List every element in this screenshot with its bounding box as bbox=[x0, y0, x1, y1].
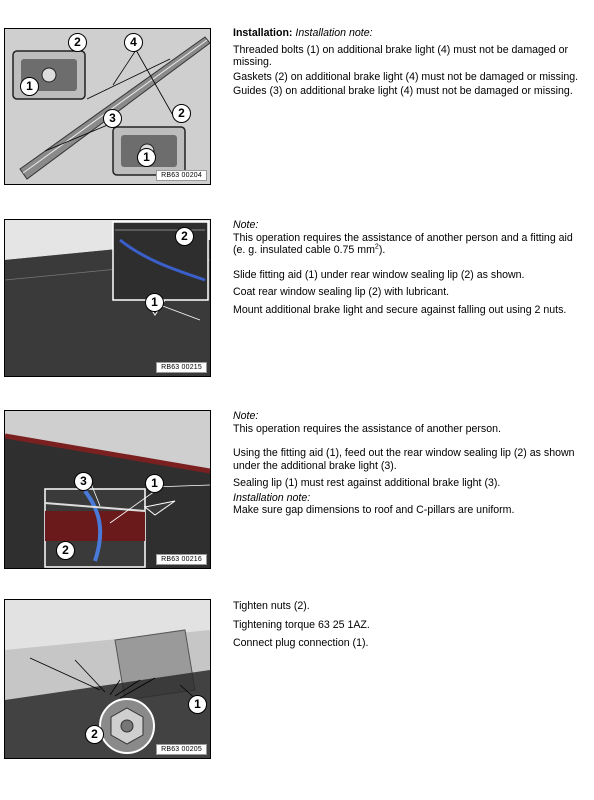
step-line: Tighten nuts (2). bbox=[233, 600, 310, 612]
callout-1: 1 bbox=[145, 474, 164, 493]
figure-code: RB63 00216 bbox=[156, 554, 207, 565]
instruction-text bbox=[233, 600, 585, 654]
heading-bold: Installation: bbox=[233, 27, 293, 39]
step-line: Using the fitting aid (1), feed out the rear window sealing lip (2) as shown under the additional brake light (3). bbox=[233, 447, 575, 472]
callout-3: 3 bbox=[74, 472, 93, 491]
figure-rear-window bbox=[4, 219, 211, 377]
step-line: Tightening torque 63 25 1AZ. bbox=[233, 618, 370, 631]
callout-2: 2 bbox=[85, 725, 104, 744]
callout-3: 3 bbox=[103, 109, 122, 128]
step-line: Coat rear window sealing lip (2) with lubricant. bbox=[233, 286, 450, 298]
installation-note-text: Make sure gap dimensions to roof and C-pillars are uniform. bbox=[233, 504, 515, 516]
callout-2: 2 bbox=[68, 33, 87, 52]
step-line: Slide fitting aid (1) under rear window sealing lip (2) as shown. bbox=[233, 268, 525, 281]
callout-1: 1 bbox=[137, 148, 156, 167]
note-label: Note: bbox=[233, 410, 259, 422]
figure-brake-light-part bbox=[4, 28, 211, 185]
callout-2: 2 bbox=[172, 104, 191, 123]
heading-italic: Installation note: bbox=[295, 27, 373, 39]
instruction-text bbox=[233, 410, 585, 521]
callout-1: 1 bbox=[145, 293, 164, 312]
figure-nuts-plug bbox=[4, 599, 211, 759]
instruction-text bbox=[233, 219, 585, 320]
step-line: Connect plug connection (1). bbox=[233, 637, 369, 649]
step-line: Mount additional brake light and secure against falling out using 2 nuts. bbox=[233, 303, 567, 316]
step-line: Gaskets (2) on additional brake light (4) must not be damaged or missing. bbox=[233, 70, 579, 83]
sealing-lip-illustration bbox=[5, 411, 210, 568]
note-text: This operation requires the assistance of another person. bbox=[233, 422, 501, 435]
heading bbox=[233, 27, 585, 40]
figure-code: RB63 00205 bbox=[156, 744, 207, 755]
note-label: Note: bbox=[233, 219, 259, 231]
callout-1: 1 bbox=[188, 695, 207, 714]
figure-code: RB63 00204 bbox=[156, 170, 207, 181]
figure-sealing-lip bbox=[4, 410, 211, 569]
note-text bbox=[233, 232, 585, 257]
note-superscript: 2 bbox=[374, 243, 379, 251]
step-line: Guides (3) on additional brake light (4) must not be damaged or missing. bbox=[233, 85, 573, 97]
callout-4: 4 bbox=[124, 33, 143, 52]
note-text-main: This operation requires the assistance of another person and a fitting aid (e. g. insulated cable 0.75 mm bbox=[233, 231, 573, 256]
note-text-end: ). bbox=[378, 244, 386, 256]
callout-2: 2 bbox=[56, 541, 75, 560]
step-line: Threaded bolts (1) on additional brake light (4) must not be damaged or missing. bbox=[233, 43, 569, 68]
callout-2: 2 bbox=[175, 227, 194, 246]
installation-note-label: Installation note: bbox=[233, 491, 311, 504]
nuts-plug-illustration bbox=[5, 600, 210, 758]
figure-code: RB63 00215 bbox=[156, 362, 207, 373]
callout-1: 1 bbox=[20, 77, 39, 96]
instruction-text bbox=[233, 27, 585, 102]
step-line: Sealing lip (1) must rest against additional brake light (3). bbox=[233, 477, 501, 489]
